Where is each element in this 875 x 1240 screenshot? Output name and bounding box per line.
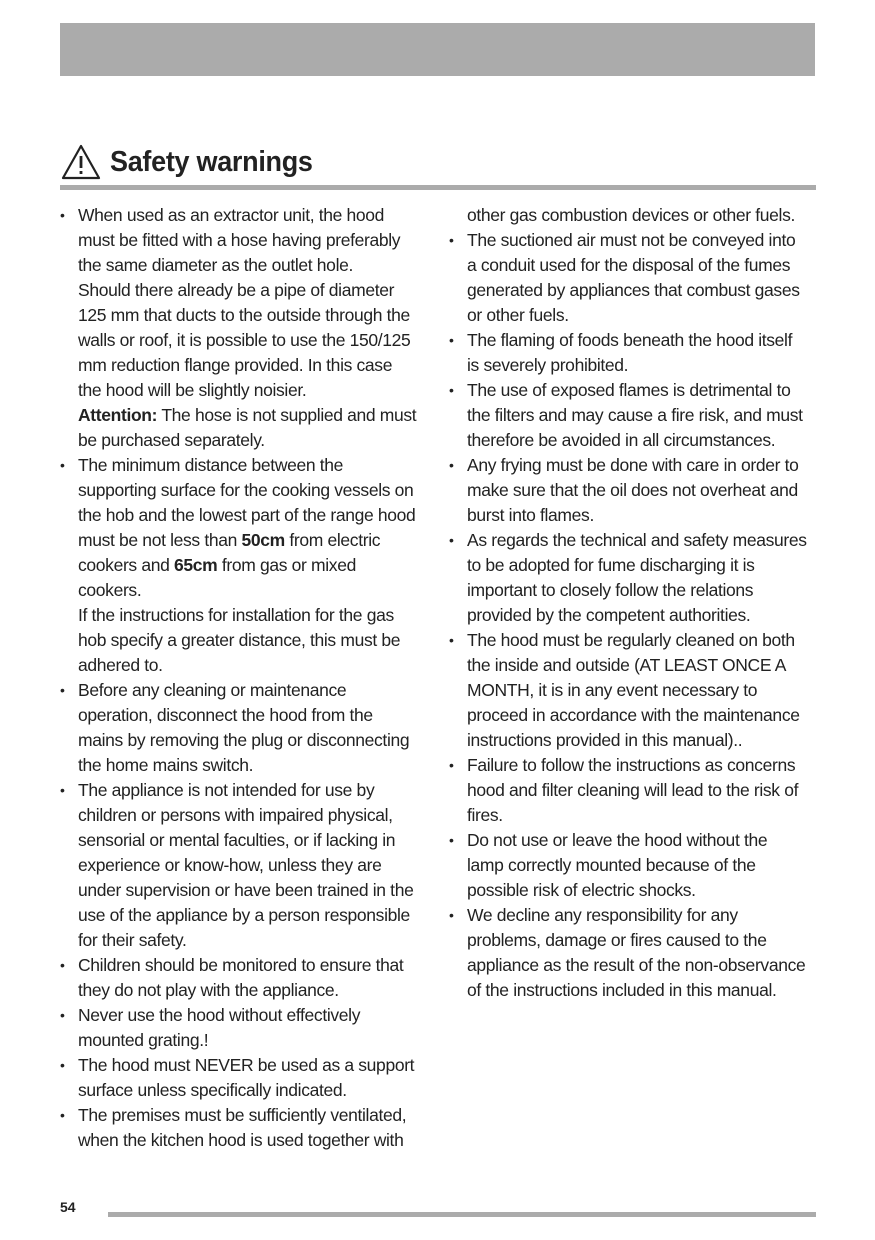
list-item — [449, 378, 819, 453]
list-item — [449, 528, 819, 628]
text-line: • When used as an extractor unit, the hood — [78, 205, 385, 225]
text-line: burst into flames. — [467, 505, 594, 525]
text-line: MONTH, it is in any event necessary to — [467, 680, 758, 700]
warning-triangle-icon — [60, 143, 102, 181]
text-line: a conduit used for the disposal of the fumes — [467, 255, 791, 275]
text-line: • As regards the technical and safety measures — [467, 530, 807, 550]
text-line: If the instructions for installation for the gas — [78, 605, 394, 625]
list-item — [60, 1103, 432, 1153]
list-item — [449, 628, 819, 753]
text-line: instructions provided in this manual).. — [467, 730, 743, 750]
text-line: • The hood must be regularly cleaned on both — [467, 630, 795, 650]
text-line: when the kitchen hood is used together with — [78, 1130, 404, 1150]
text-line: must be fitted with a hose having preferably — [78, 230, 401, 250]
text-line: cookers. — [78, 580, 142, 600]
text-line: under supervision or have been trained in the — [78, 880, 414, 900]
list-item — [449, 228, 819, 328]
list-item — [60, 778, 432, 953]
text-line: of the instructions included in this manual. — [467, 980, 777, 1000]
text-line: Should there already be a pipe of diameter — [78, 280, 395, 300]
text-line: hood and filter cleaning will lead to the risk of — [467, 780, 799, 800]
text-line: fires. — [467, 805, 503, 825]
list-item — [449, 328, 819, 378]
text-line: generated by appliances that combust gases — [467, 280, 800, 300]
text-line: for their safety. — [78, 930, 187, 950]
text-line: • Do not use or leave the hood without the — [467, 830, 768, 850]
text-line: • The hood must NEVER be used as a support — [78, 1055, 415, 1075]
text-line: hob specify a greater distance, this must be — [78, 630, 401, 650]
list-item — [60, 203, 432, 453]
text-line: the hood will be slightly noisier. — [78, 380, 307, 400]
text-line: • Failure to follow the instructions as concerns — [467, 755, 796, 775]
text-line: the home mains switch. — [78, 755, 254, 775]
text-line: surface unless specifically indicated. — [78, 1080, 347, 1100]
text-line: proceed in accordance with the maintenance — [467, 705, 800, 725]
text-line: • The suctioned air must not be conveyed into — [467, 230, 796, 250]
list-item — [60, 953, 432, 1003]
text-line: mounted grating.! — [78, 1030, 209, 1050]
section-heading — [60, 140, 328, 184]
warning-list-left — [60, 203, 432, 1153]
text-line: or other fuels. — [467, 305, 569, 325]
text-line: 125 mm that ducts to the outside through the — [78, 305, 410, 325]
text-line: mains by removing the plug or disconnecting — [78, 730, 410, 750]
text-line: • The flaming of foods beneath the hood itself — [467, 330, 793, 350]
text-line: problems, damage or fires caused to the — [467, 930, 767, 950]
list-item — [449, 453, 819, 528]
text-line: adhered to. — [78, 655, 163, 675]
distance-electric: 50cm — [241, 530, 285, 550]
text-line: • Children should be monitored to ensure that — [78, 955, 404, 975]
text-line: sensorial or mental faculties, or if lacking in — [78, 830, 396, 850]
text-line: the inside and outside (AT LEAST ONCE A — [467, 655, 787, 675]
list-item — [449, 753, 819, 828]
attention-text: The hose is not supplied and must — [157, 405, 417, 425]
text-line: • Before any cleaning or maintenance — [78, 680, 347, 700]
title-divider — [60, 185, 816, 190]
text-fragment: from gas or mixed — [217, 555, 356, 575]
text-line — [78, 528, 432, 553]
left-column — [60, 203, 432, 1153]
footer-divider — [108, 1212, 816, 1217]
list-item — [449, 828, 819, 903]
text-line: the hob and the lowest part of the range hood — [78, 505, 416, 525]
text-line: make sure that the oil does not overheat and — [467, 480, 798, 500]
text-line: appliance as the result of the non-observance — [467, 955, 806, 975]
text-line — [78, 553, 432, 578]
text-fragment: must be not less than — [78, 530, 242, 550]
text-line: experience or know-how, unless they are — [78, 855, 382, 875]
text-line: walls or roof, it is possible to use the 150/125 — [78, 330, 411, 350]
text-fragment: from electric — [284, 530, 381, 550]
text-line: supporting surface for the cooking vessels on — [78, 480, 414, 500]
list-item — [60, 1053, 432, 1103]
attention-label: Attention: — [78, 405, 158, 425]
text-line: operation, disconnect the hood from the — [78, 705, 373, 725]
warning-list-right — [449, 228, 819, 1003]
list-item — [60, 1003, 432, 1053]
page-title: Safety warnings — [110, 145, 313, 178]
text-line: they do not play with the appliance. — [78, 980, 339, 1000]
text-line: lamp correctly mounted because of the — [467, 855, 756, 875]
text-line: be purchased separately. — [78, 430, 265, 450]
header-band — [60, 23, 815, 76]
text-line: • The appliance is not intended for use by — [78, 780, 375, 800]
list-item — [449, 903, 819, 1003]
text-line: mm reduction flange provided. In this case — [78, 355, 393, 375]
text-line: children or persons with impaired physical, — [78, 805, 393, 825]
right-column — [449, 203, 819, 1003]
text-line: important to closely follow the relations — [467, 580, 754, 600]
text-line: • The premises must be sufficiently ventilated, — [78, 1105, 407, 1125]
text-line: • Any frying must be done with care in order to — [467, 455, 799, 475]
text-line: the same diameter as the outlet hole. — [78, 255, 353, 275]
text-line: therefore be avoided in all circumstances. — [467, 430, 776, 450]
continued-text: other gas combustion devices or other fuels. — [467, 205, 795, 225]
text-line: the filters and may cause a fire risk, and must — [467, 405, 803, 425]
text-line: possible risk of electric shocks. — [467, 880, 696, 900]
text-fragment: cookers and — [78, 555, 174, 575]
distance-gas: 65cm — [174, 555, 218, 575]
list-item — [60, 678, 432, 778]
page-number: 54 — [60, 1199, 76, 1215]
text-line: • Never use the hood without effectively — [78, 1005, 361, 1025]
text-line: • The minimum distance between the — [78, 455, 344, 475]
text-line: • The use of exposed flames is detrimental to — [467, 380, 791, 400]
text-line: provided by the competent authorities. — [467, 605, 751, 625]
text-line: to be adopted for fume discharging it is — [467, 555, 755, 575]
list-item — [60, 453, 432, 678]
text-line: use of the appliance by a person responsible — [78, 905, 410, 925]
text-line: • We decline any responsibility for any — [467, 905, 738, 925]
attention-note — [78, 403, 432, 428]
text-line: is severely prohibited. — [467, 355, 629, 375]
